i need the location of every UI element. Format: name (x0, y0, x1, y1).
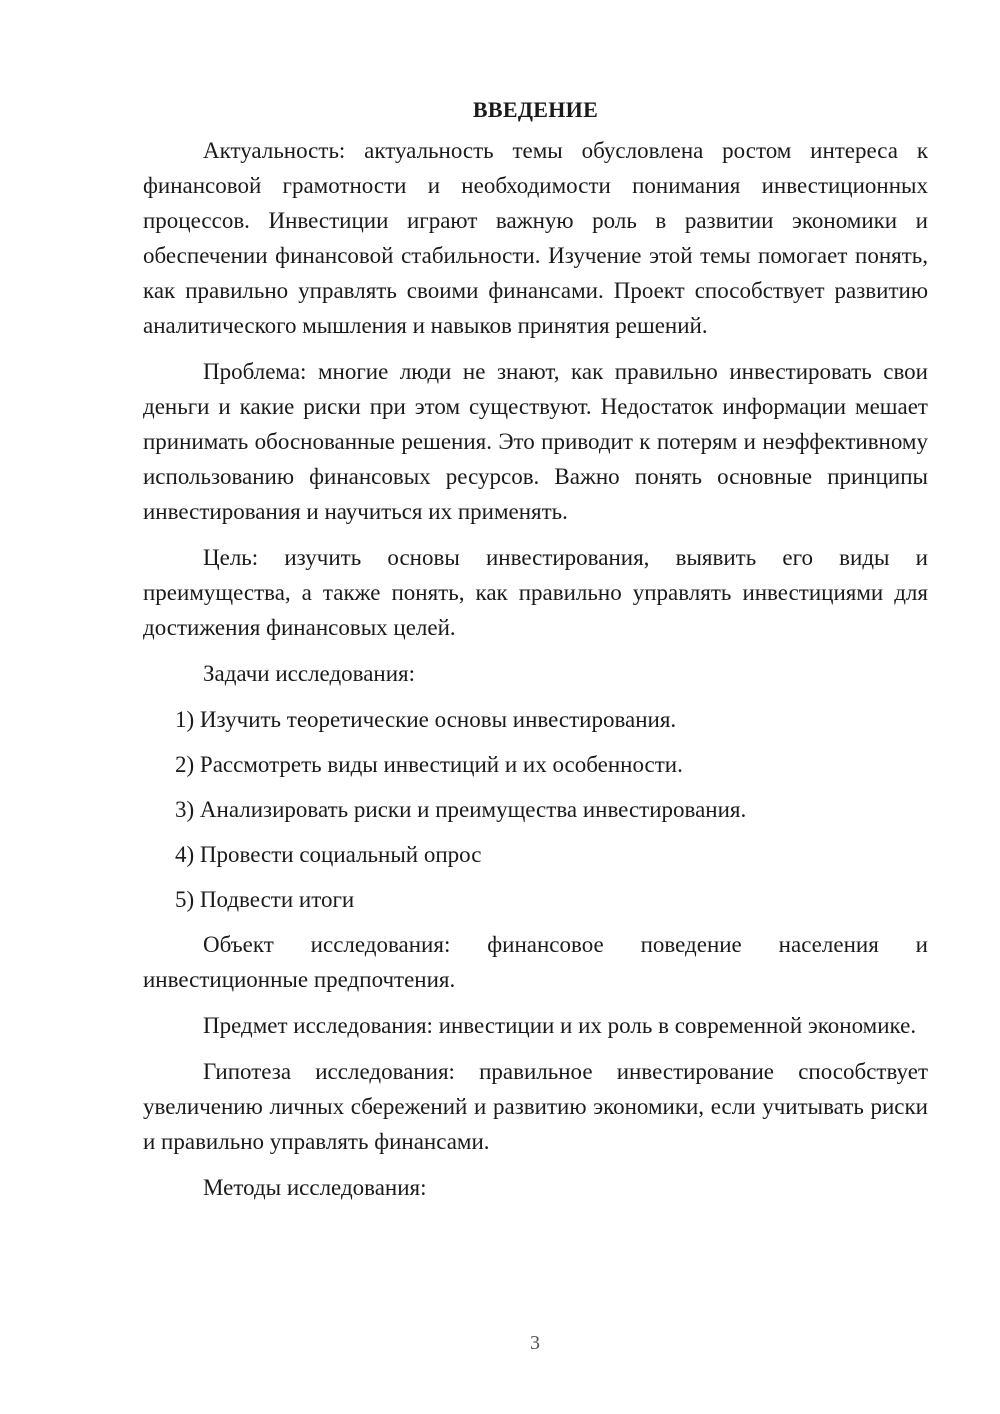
paragraph-subject: Предмет исследования: инвестиции и их роль в современной экономике. (203, 1013, 917, 1038)
document-page (143, 92, 928, 1216)
methods-heading: Методы исследования: (203, 1175, 427, 1200)
task-item: 3) Анализировать риски и преимущества инвестирования. (175, 797, 747, 822)
paragraph-problem: Проблема: многие люди не знают, как правильно инвестировать свои деньги и какие риски при этом существуют. Недостаток информации мешает принимать обоснованные решения. Это приводит к потерям и неэффективному использованию финансовых ресурсов. Важно понять основные принципы инвестирования и научиться их применять. (143, 359, 928, 524)
task-item: 5) Подвести итоги (175, 887, 355, 912)
paragraph-hypothesis: Гипотеза исследования: правильное инвестирование способствует увеличению личных сбережений и развитию экономики, если учитывать риски и правильно управлять финансами. (143, 1059, 928, 1154)
tasks-heading: Задачи исследования: (203, 661, 416, 686)
task-item: 4) Провести социальный опрос (175, 842, 482, 867)
task-item: 1) Изучить теоретические основы инвестирования. (175, 707, 677, 732)
tasks-list (143, 702, 928, 917)
paragraph-object: Объект исследования: финансовое поведение населения и инвестиционные предпочтения. (143, 932, 928, 992)
paragraph-goal: Цель: изучить основы инвестирования, выявить его виды и преимущества, а также понять, как правильно управлять инвестициями для достижения финансовых целей. (143, 545, 928, 640)
paragraph-relevance: Актуальность: актуальность темы обусловлена ростом интереса к финансовой грамотности и необходимости понимания инвестиционных процессов. Инвестиции играют важную роль в развитии экономики и обеспечении финансовой стабильности. Изучение этой темы помогает понять, как правильно управлять своими финансами. Проект способствует развитию аналитического мышления и навыков принятия решений. (143, 138, 928, 338)
task-item: 2) Рассмотреть виды инвестиций и их особенности. (175, 752, 683, 777)
page-title: ВВЕДЕНИЕ (472, 97, 599, 122)
page-number: 3 (530, 1332, 540, 1354)
